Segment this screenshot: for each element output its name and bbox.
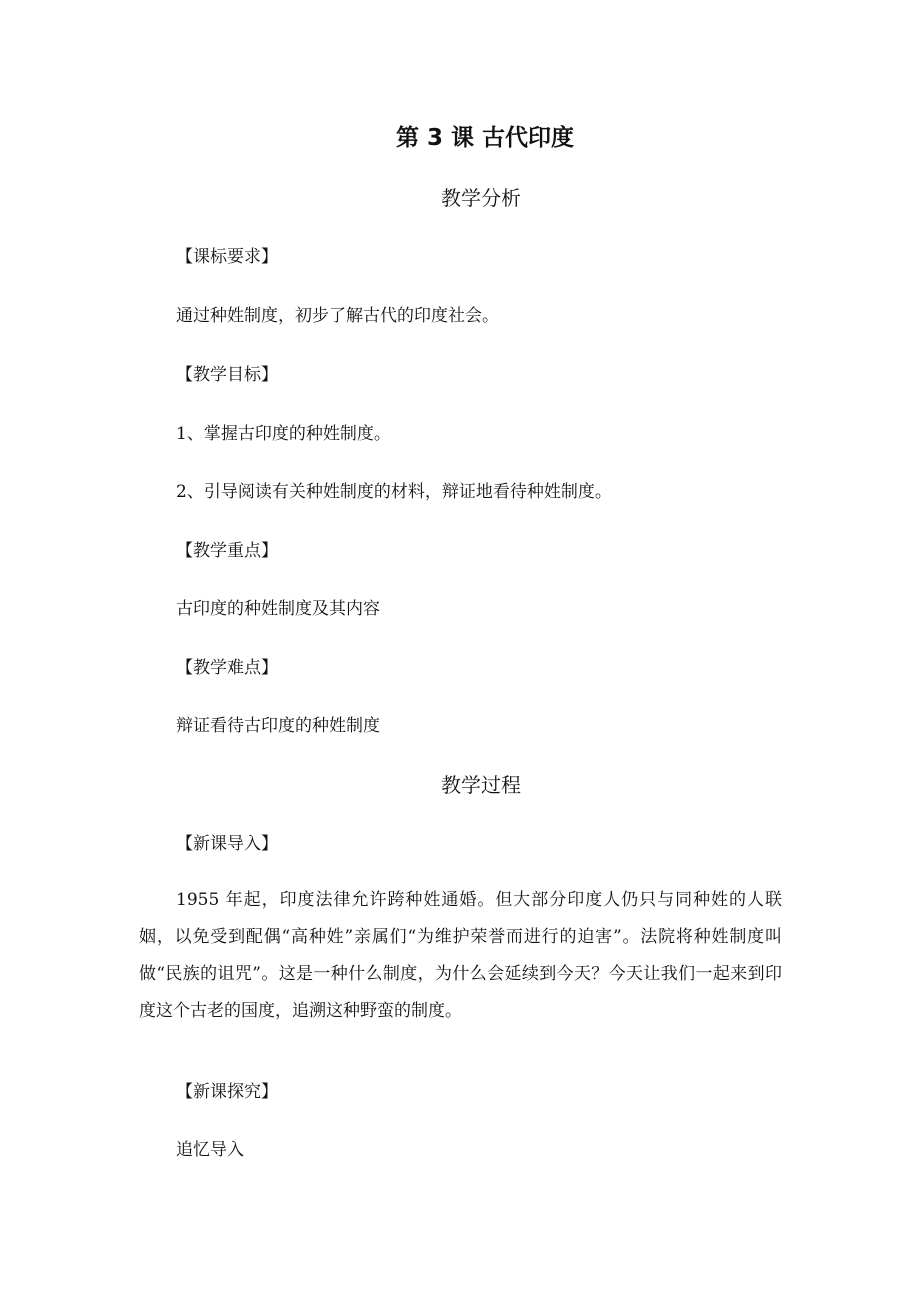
section-heading-process: 教学过程 [441, 773, 521, 797]
objective-item: 2、引导阅读有关种姓制度的材料，辩证地看待种姓制度。 [176, 482, 612, 502]
key-points-text: 古印度的种姓制度及其内容 [176, 599, 380, 619]
curriculum-label: 【课标要求】 [176, 247, 278, 267]
recall-heading: 追忆导入 [176, 1140, 244, 1160]
explore-label: 【新课探究】 [176, 1082, 278, 1102]
objectives-label: 【教学目标】 [176, 365, 278, 385]
difficulties-text: 辩证看待古印度的种姓制度 [176, 716, 380, 736]
intro-label: 【新课导入】 [176, 834, 278, 854]
difficulties-label: 【教学难点】 [176, 658, 278, 678]
lesson-title: 第 3 课 古代印度 [395, 125, 575, 151]
key-points-label: 【教学重点】 [176, 541, 278, 561]
curriculum-text: 通过种姓制度，初步了解古代的印度社会。 [176, 306, 499, 326]
intro-paragraph: 1955 年起，印度法律允许跨种姓通婚。但大部分印度人仍只与同种姓的人联姻，以免受到配偶“高种姓”亲属们“为维护荣誉而进行的迫害”。法院将种姓制度叫做“民族的诅咒”。这是一种什么制度，为什么会延续到今天？今天让我们一起来到印度这个古老的国度，追溯这种野蛮的制度。 [139, 890, 782, 1021]
objective-item: 1、掌握古印度的种姓制度。 [176, 424, 391, 444]
section-heading-analysis: 教学分析 [441, 186, 521, 210]
